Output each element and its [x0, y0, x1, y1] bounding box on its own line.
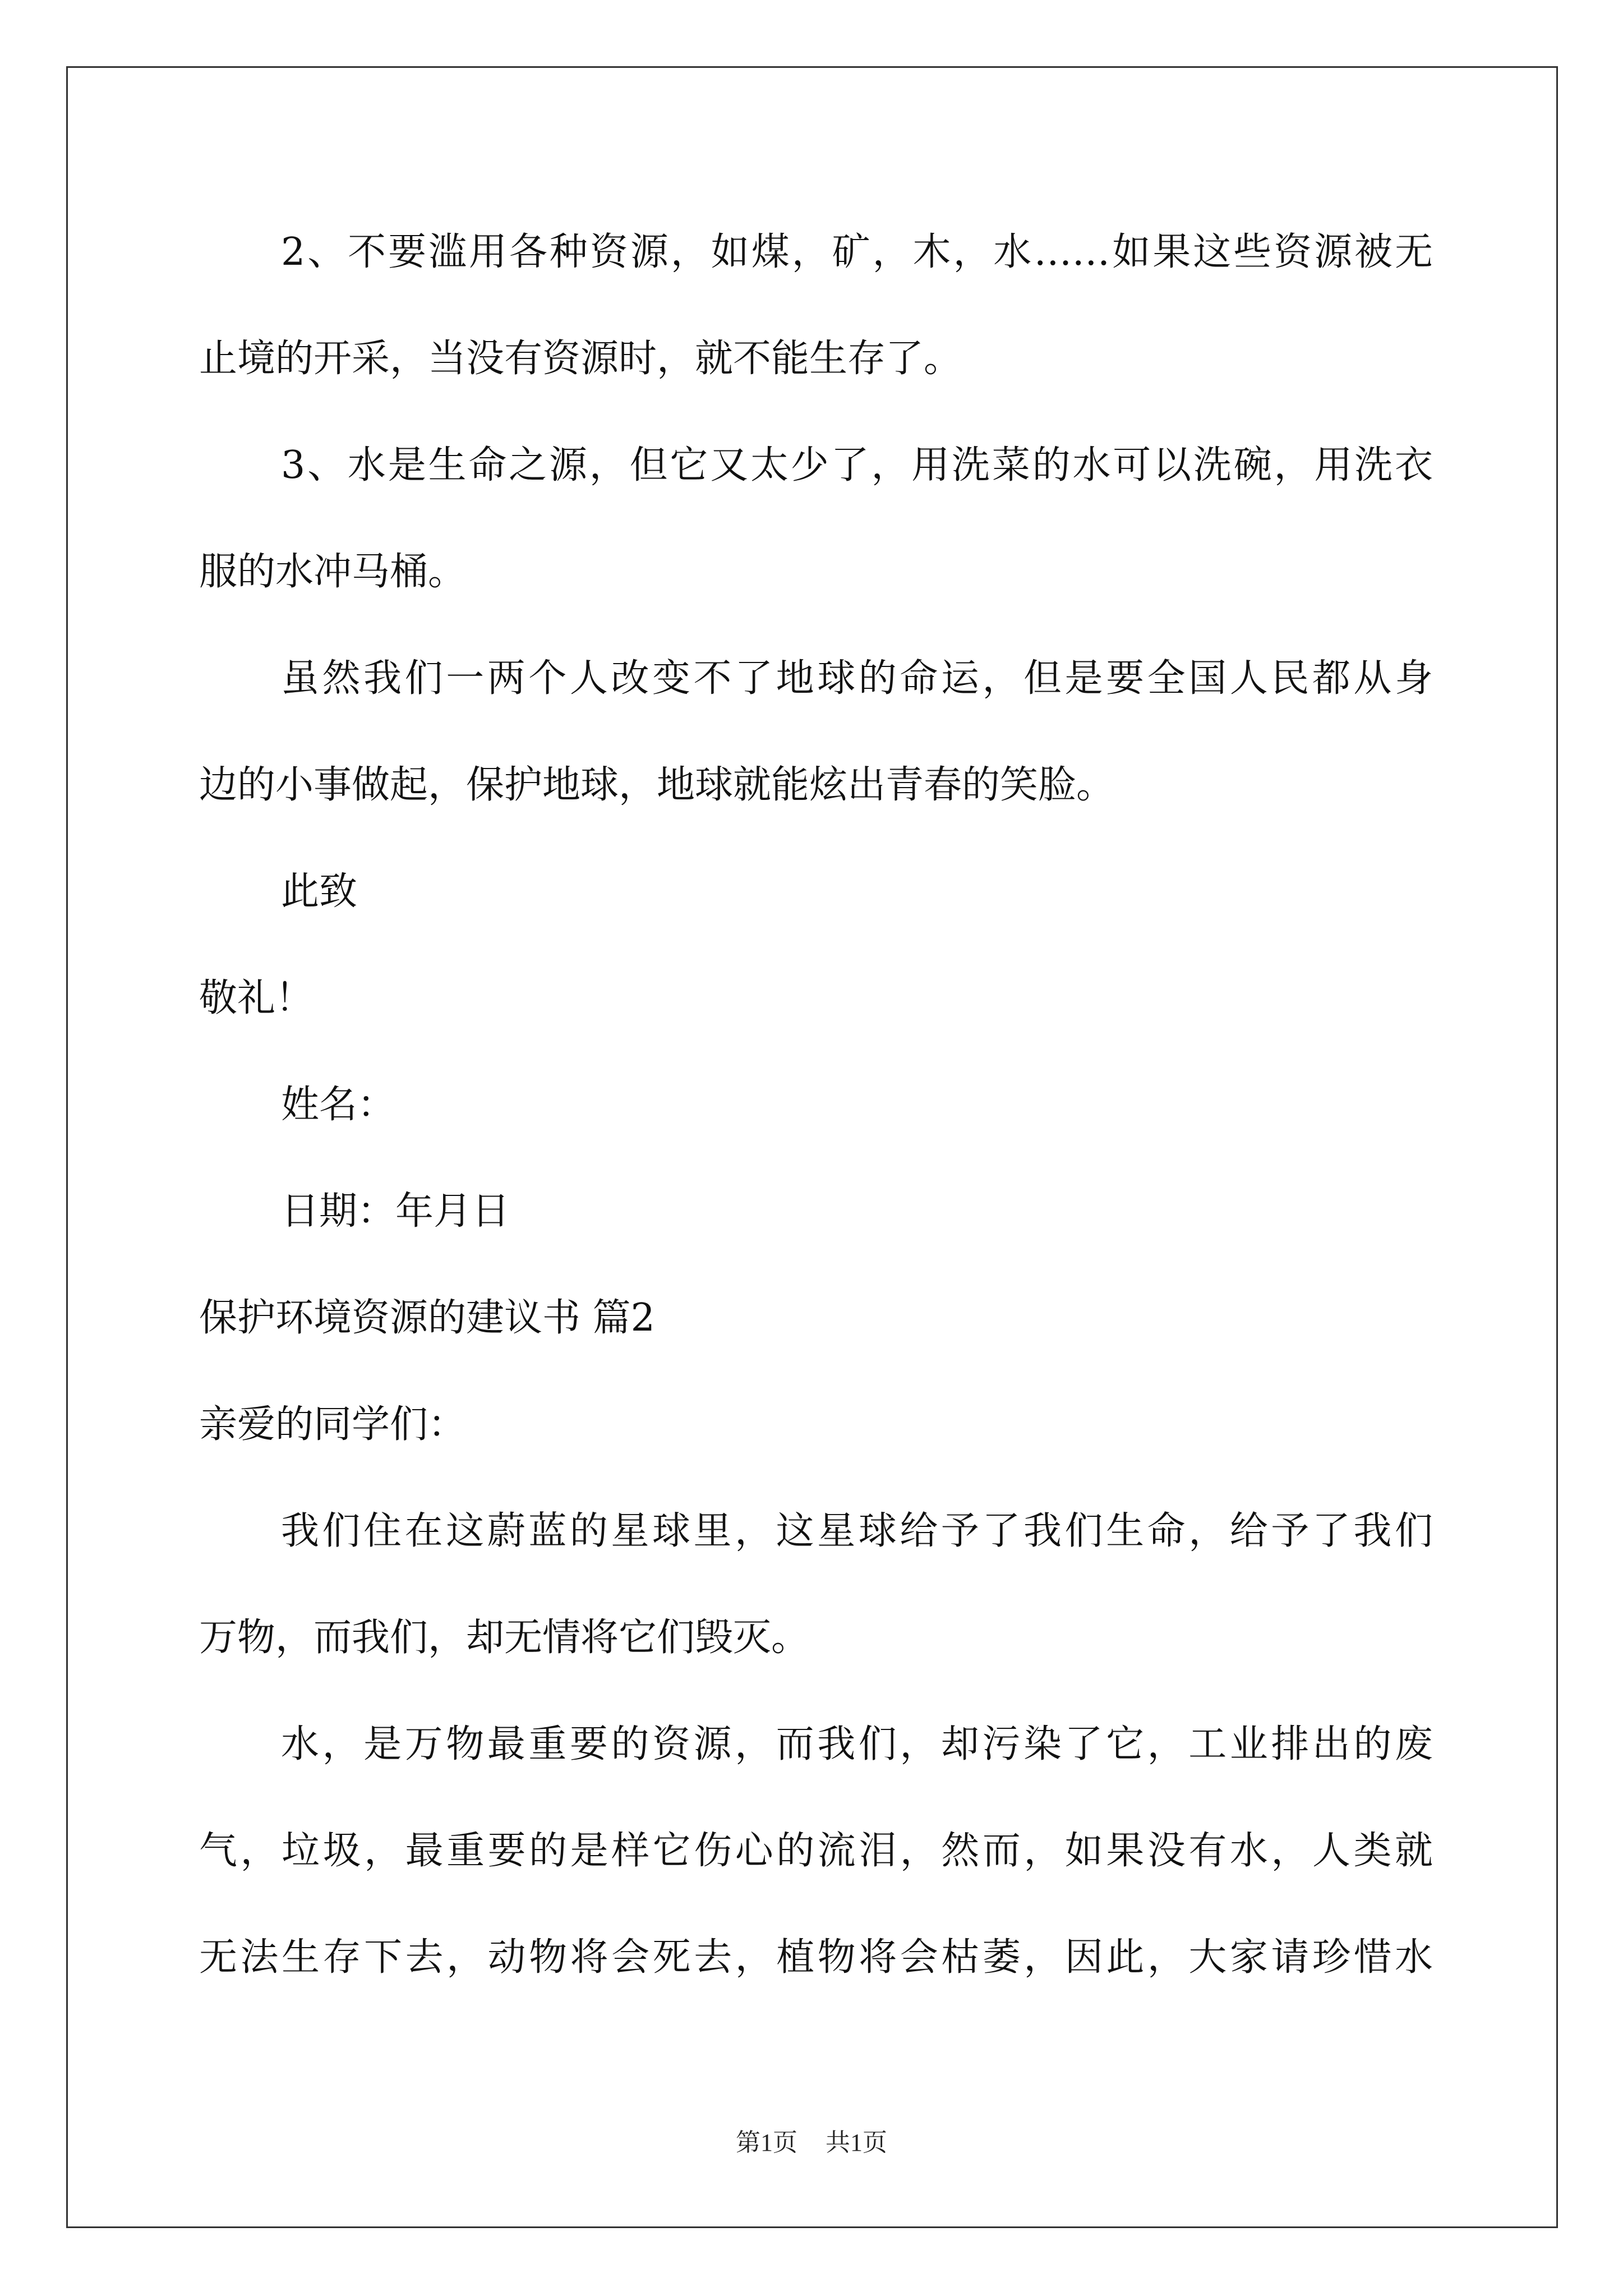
paragraph-line: 水，是万物最重要的资源，而我们，却污染了它，工业排出的废 [281, 1722, 1433, 1766]
paragraph-line: 边的小事做起，保护地球，地球就能炫出青春的笑脸。 [199, 763, 1115, 807]
paragraph-line: 虽然我们一两个人改变不了地球的命运，但是要全国人民都从身 [281, 656, 1433, 701]
closing-regards: 敬礼！ [199, 976, 314, 1020]
paragraph-line: 3、水是生命之源，但它又太少了，用洗菜的水可以洗碗，用洗衣 [281, 443, 1433, 487]
paragraph-line: 止境的开采，当没有资源时，就不能生存了。 [199, 337, 962, 381]
closing-salutation: 此致 [281, 869, 358, 914]
paragraph-line: 我们住在这蔚蓝的星球里，这星球给予了我们生命，给予了我们 [281, 1509, 1433, 1553]
page-border [66, 66, 1558, 2228]
page-footer [0, 2126, 1623, 2160]
letter-greeting: 亲爱的同学们： [199, 1402, 467, 1447]
page-total: 共1页 [826, 2129, 887, 2156]
signature-date-label: 日期：年月日 [281, 1189, 510, 1234]
paragraph-line: 无法生存下去，动物将会死去，植物将会枯萎，因此，大家请珍惜水 [199, 1935, 1433, 1980]
paragraph-line: 气，垃圾，最重要的是样它伤心的流泪，然而，如果没有水，人类就 [199, 1829, 1433, 1873]
paragraph-line: 2、不要滥用各种资源，如煤，矿，木，水……如果这些资源被无 [281, 230, 1433, 274]
paragraph-line: 万物，而我们，却无情将它们毁灭。 [199, 1616, 810, 1660]
paragraph-line: 服的水冲马桶。 [199, 550, 467, 594]
page-number: 第1页 [736, 2129, 797, 2156]
section-heading: 保护环境资源的建议书 篇2 [199, 1296, 655, 1340]
signature-name-label: 姓名： [281, 1083, 396, 1127]
